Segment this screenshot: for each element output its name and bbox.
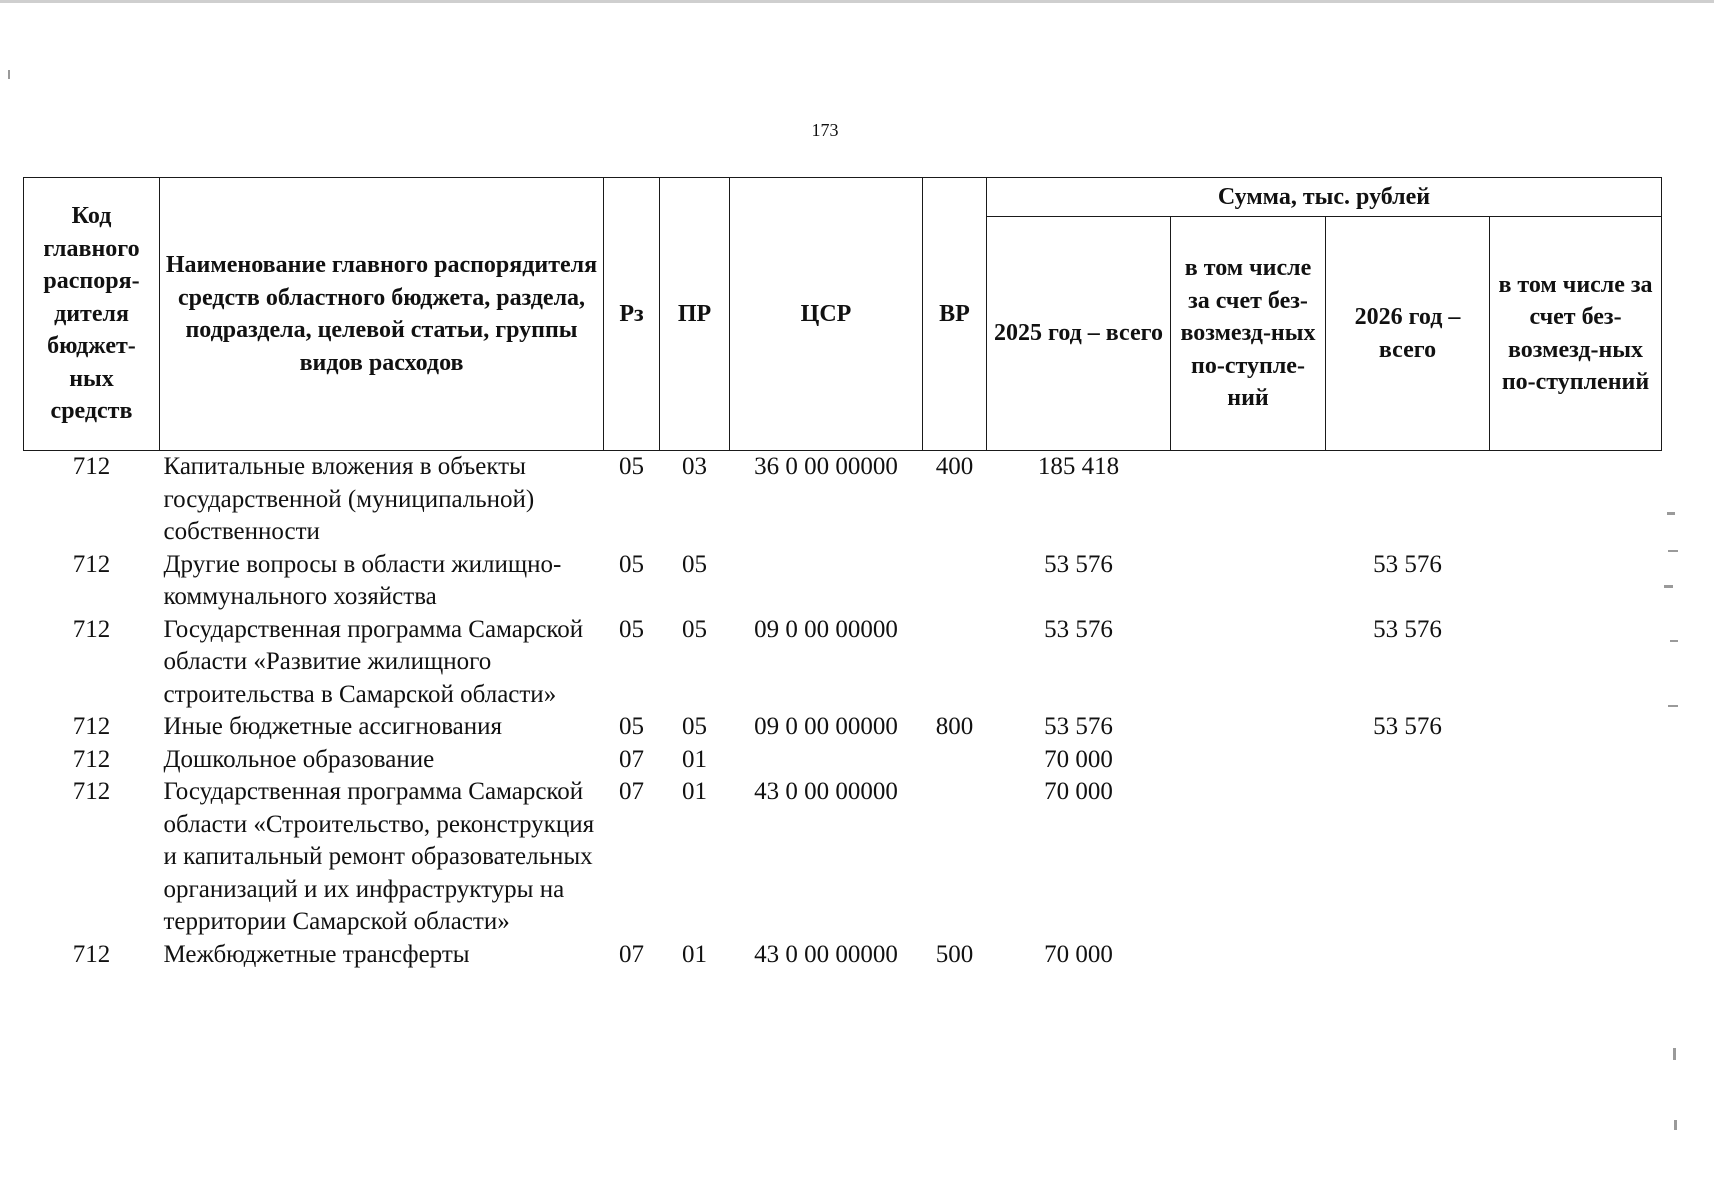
- scan-speck: [1668, 705, 1678, 707]
- cell-code: 712: [72, 778, 111, 805]
- cell-2025-grants: [1171, 939, 1326, 972]
- cell-2025-grants: [1171, 451, 1326, 549]
- cell-csr: 43 0 00 00000: [754, 940, 898, 968]
- cell-rz: 05: [619, 453, 644, 480]
- cell-2026-total: 53 576: [1373, 550, 1442, 578]
- cell-vr: [923, 744, 987, 777]
- cell-vr: 800: [935, 713, 974, 740]
- header-name: Наименование главного распорядителя средств областного бюджета, раздела, подраздела, целевой статьи, группы видов расходов: [160, 178, 604, 451]
- cell-vr: [923, 549, 987, 614]
- cell-pr: 05: [682, 615, 707, 643]
- cell-vr: 500: [935, 940, 974, 968]
- cell-2026-total: 53 576: [1373, 713, 1442, 740]
- scan-top-edge: [0, 0, 1714, 3]
- cell-csr: [730, 549, 923, 614]
- cell-rz: 05: [619, 713, 644, 740]
- table-row: [24, 549, 1662, 614]
- cell-csr: 09 0 00 00000: [754, 713, 898, 740]
- cell-2025-grants: [1171, 776, 1326, 939]
- cell-pr: 01: [682, 940, 707, 968]
- table-header: [24, 178, 1662, 451]
- cell-name: Дошкольное образование: [163, 745, 435, 773]
- cell-code: 712: [72, 745, 111, 773]
- cell-2025-grants: [1171, 614, 1326, 712]
- cell-2026-grants: [1490, 451, 1662, 549]
- budget-table: [23, 177, 1662, 971]
- cell-code: 712: [72, 940, 111, 968]
- cell-name: Государственная программа Самарской области «Развитие жилищного строительства в Самарской области»: [163, 615, 584, 708]
- cell-name: Межбюджетные трансферты: [163, 940, 470, 968]
- cell-name: Иные бюджетные ассигнования: [163, 713, 503, 740]
- scan-speck: [1670, 640, 1678, 642]
- cell-2026-grants: [1490, 614, 1662, 712]
- header-2026-grants: в том числе за счет без-возмезд-ных по-ступлений: [1490, 217, 1662, 451]
- cell-rz: 05: [619, 615, 644, 643]
- cell-code: 712: [72, 713, 111, 740]
- header-2025-total: 2025 год – всего: [987, 217, 1171, 451]
- cell-2026-grants: [1490, 711, 1662, 744]
- cell-2026-total: [1326, 776, 1490, 939]
- cell-rz: 05: [619, 550, 644, 578]
- scan-speck: [1674, 1120, 1677, 1130]
- cell-2025-grants: [1171, 744, 1326, 777]
- cell-csr: 36 0 00 00000: [754, 453, 898, 480]
- cell-2026-total: 53 576: [1373, 615, 1442, 643]
- scan-speck: [1667, 512, 1675, 515]
- cell-2026-grants: [1490, 549, 1662, 614]
- cell-code: 712: [72, 550, 111, 578]
- header-csr: ЦСР: [730, 178, 923, 451]
- table-row: [24, 744, 1662, 777]
- header-code: Код главного распоря-дителя бюджет-ных средств: [24, 178, 160, 451]
- header-2026-total: 2026 год – всего: [1326, 217, 1490, 451]
- cell-pr: 05: [682, 713, 707, 740]
- table-body: [24, 451, 1662, 972]
- cell-2025-total: 53 576: [1044, 713, 1113, 740]
- cell-2025-total: 70 000: [1044, 940, 1113, 968]
- cell-pr: 03: [682, 453, 707, 480]
- table-row: [24, 614, 1662, 712]
- table-row: [24, 776, 1662, 939]
- scan-speck: [1664, 585, 1673, 588]
- cell-csr: 43 0 00 00000: [754, 778, 898, 805]
- table-row: [24, 451, 1662, 549]
- cell-vr: [923, 614, 987, 712]
- cell-vr: [923, 776, 987, 939]
- cell-2026-total: [1326, 939, 1490, 972]
- cell-rz: 07: [619, 745, 644, 773]
- cell-2026-grants: [1490, 939, 1662, 972]
- cell-name: Государственная программа Самарской области «Строительство, реконструкция и капитальный ремонт образовательных организаций и их инфраструктуры на территории Самарской области»: [163, 778, 595, 935]
- cell-code: 712: [72, 615, 111, 643]
- cell-name: Другие вопросы в области жилищно-коммунального хозяйства: [163, 550, 562, 610]
- cell-2026-grants: [1490, 776, 1662, 939]
- cell-pr: 01: [682, 745, 707, 773]
- cell-pr: 01: [682, 778, 707, 805]
- cell-rz: 07: [619, 940, 644, 968]
- cell-rz: 07: [619, 778, 644, 805]
- cell-2026-grants: [1490, 744, 1662, 777]
- header-vr: ВР: [923, 178, 987, 451]
- cell-2025-total: 185 418: [1037, 453, 1120, 480]
- cell-2026-total: [1326, 744, 1490, 777]
- cell-pr: 05: [682, 550, 707, 578]
- cell-2025-total: 53 576: [1044, 615, 1113, 643]
- cell-2025-total: 70 000: [1044, 778, 1113, 805]
- page-number: 173: [811, 120, 839, 140]
- scan-speck: [1668, 550, 1678, 552]
- cell-2025-grants: [1171, 711, 1326, 744]
- header-2025-grants: в том числе за счет без-возмезд-ных по-ступле-ний: [1171, 217, 1326, 451]
- header-sum-group: Сумма, тыс. рублей: [987, 178, 1662, 217]
- cell-2025-total: 70 000: [1044, 745, 1113, 773]
- table-row: [24, 711, 1662, 744]
- cell-2025-total: 53 576: [1044, 550, 1113, 578]
- header-pr: ПР: [660, 178, 730, 451]
- cell-name: Капитальные вложения в объекты государственной (муниципальной) собственности: [163, 453, 535, 545]
- cell-csr: [730, 744, 923, 777]
- cell-code: 712: [72, 453, 111, 480]
- table-row: [24, 939, 1662, 972]
- header-rz: Рз: [604, 178, 660, 451]
- scan-speck: [8, 70, 10, 79]
- cell-csr: 09 0 00 00000: [754, 615, 898, 643]
- scan-speck: [1673, 1048, 1676, 1060]
- cell-2026-total: [1326, 451, 1490, 549]
- cell-2025-grants: [1171, 549, 1326, 614]
- cell-vr: 400: [935, 453, 974, 480]
